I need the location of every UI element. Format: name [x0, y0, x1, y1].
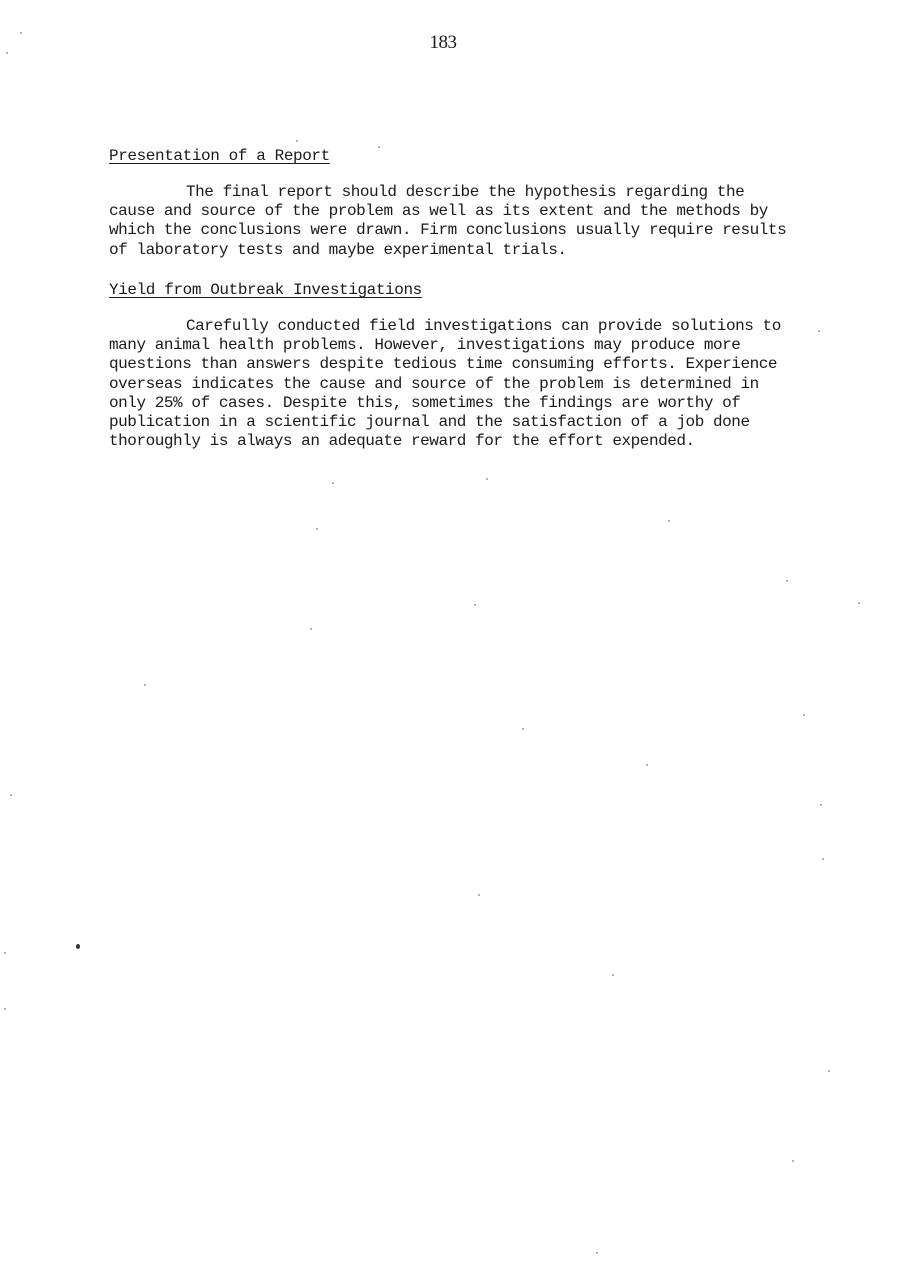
paragraph-yield-from-outbreak-investigations: [109, 317, 839, 451]
scan-speck: [646, 764, 648, 766]
paragraph-line: questions than answers despite tedious time consuming efforts. Experience: [109, 355, 778, 374]
scan-speck: [4, 952, 6, 954]
scan-speck: [316, 528, 318, 530]
scan-speck: [378, 146, 380, 148]
paragraph-line: cause and source of the problem as well as its extent and the methods by: [109, 202, 768, 221]
paragraph-line: publication in a scientific journal and the satisfaction of a job done: [109, 412, 750, 431]
section-heading-presentation-of-a-report: Presentation of a Report: [109, 147, 330, 165]
scan-speck: [522, 728, 524, 730]
paragraph-line: many animal health problems. However, investigations may produce more: [109, 336, 741, 355]
paragraph-line: which the conclusions were drawn. Firm conclusions usually require results: [109, 221, 787, 240]
paragraph-presentation-of-a-report: [109, 183, 839, 260]
scan-speck: [792, 1160, 794, 1162]
page-number: 183: [429, 32, 457, 53]
scan-speck: [4, 1008, 6, 1010]
scan-speck: [474, 604, 476, 606]
scan-speck: [786, 580, 788, 582]
scan-speck: [486, 478, 488, 480]
scan-speck: [828, 1070, 830, 1072]
paragraph-line: The final report should describe the hypothesis regarding the: [186, 183, 745, 201]
scan-speck: [310, 628, 312, 630]
scan-speck: [478, 894, 480, 896]
scan-speck: [296, 140, 298, 142]
paragraph-line: only 25% of cases. Despite this, sometimes the findings are worthy of: [109, 393, 741, 412]
scan-speck: [20, 32, 22, 34]
paragraph-line: Carefully conducted field investigations can provide solutions to: [186, 317, 781, 335]
scan-speck: [668, 520, 670, 522]
section-heading-yield-from-outbreak-investigations: Yield from Outbreak Investigations: [109, 281, 422, 299]
scan-speck: [6, 52, 8, 54]
scan-speck: [596, 1252, 598, 1254]
scan-speck: [612, 974, 614, 976]
scan-speck: [858, 602, 860, 604]
paragraph-line: thoroughly is always an adequate reward for the effort expended.: [109, 432, 695, 451]
scan-speck: [818, 330, 820, 332]
paragraph-line: overseas indicates the cause and source of the problem is determined in: [109, 374, 759, 393]
scan-speck: [803, 714, 805, 716]
scan-speck: [10, 794, 12, 796]
scan-speck: [76, 944, 80, 949]
scan-speck: [144, 684, 146, 686]
scan-speck: [820, 804, 822, 806]
scan-speck: [822, 858, 824, 860]
scan-speck: [332, 482, 334, 484]
paragraph-line: of laboratory tests and maybe experimental trials.: [109, 240, 567, 259]
